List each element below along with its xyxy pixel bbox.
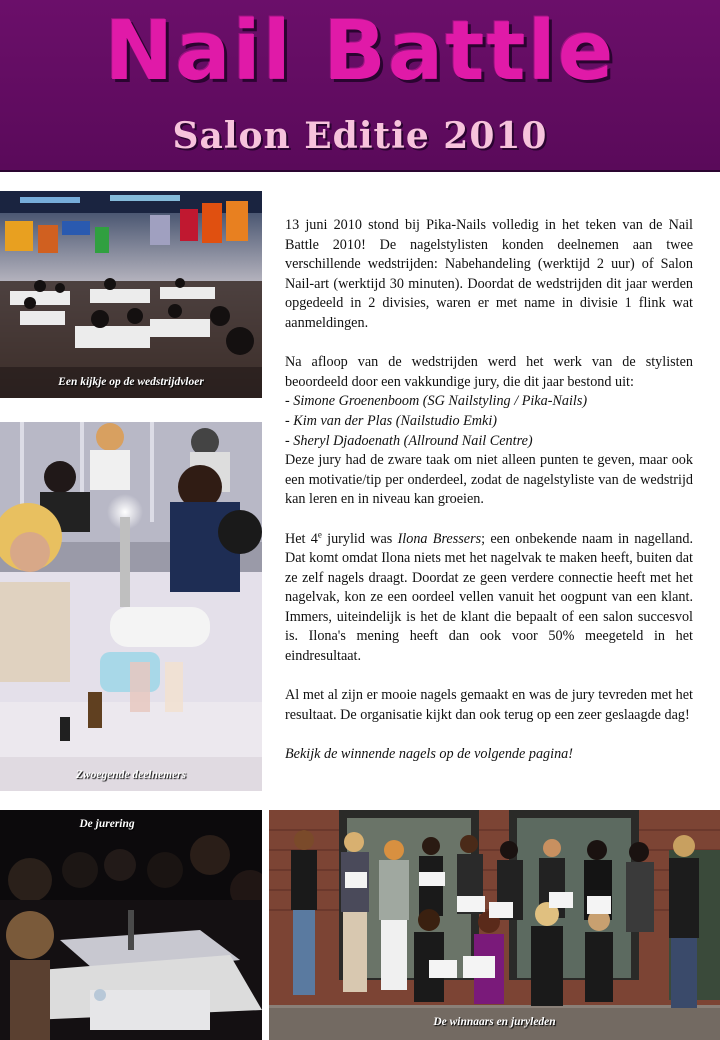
page-subtitle: Salon Editie 2010 xyxy=(172,115,548,157)
header-banner xyxy=(0,0,720,172)
article-paragraph-jury xyxy=(285,353,693,510)
jury-member-1: - Simone Groenenboom (SG Nailstyling / Pika-Nails) xyxy=(285,393,588,410)
working-participants-image xyxy=(0,422,262,791)
jury-outro: Deze jury had de zware taak om niet alleen punten te geven, maar ook een motivatie/tip per onderdeel, zodat de nagelstyliste van de wedstrijd kan leren en in niveau kan groeien. xyxy=(285,452,693,508)
caption-judging: De jurering xyxy=(79,818,135,830)
caption-winners: De winnaars en juryleden xyxy=(433,1016,556,1028)
caption-competition-floor: Een kijkje op de wedstrijdvloer xyxy=(58,376,204,388)
article-paragraph-conclusion: Al met al zijn er mooie nagels gemaakt en was de jury tevreden met het resultaat. De organisatie kijkt dan ook terug op een zeer geslaagde dag! xyxy=(285,687,693,723)
jury-intro: Na afloop van de wedstrijden werd het werk van de stylisten beoordeeld door een vakkundige jury, die dit jaar bestond uit: xyxy=(285,354,693,390)
jury-member-3: - Sheryl Djadoenath (Allround Nail Centre) xyxy=(285,432,533,449)
fourth-judge-mid: jurylid was xyxy=(321,530,398,547)
article-paragraph-fourth-judge xyxy=(285,530,693,667)
article-paragraph-intro: 13 juni 2010 stond bij Pika-Nails volledig in het teken van de Nail Battle 2010! De nagelstylisten konden deelnemen aan twee verschillende wedstrijden: Nabehandeling (werktijd 2 uur) of Salon Nail-art (werktijd 30 minuten). Doordat de wedstrijden dit jaar werden opgedeeld in 2 divisies, waren er met name in divisie 1 flink wat aanmeldingen. xyxy=(285,217,693,331)
page-title: Nail Battle xyxy=(104,4,616,99)
article-next-page-note: Bekijk de winnende nagels op de volgende pagina! xyxy=(285,746,573,763)
fourth-judge-pre: Het 4 xyxy=(285,530,318,547)
judging-image xyxy=(0,810,262,1040)
fourth-judge-name: Ilona Bressers xyxy=(397,530,482,547)
article-body xyxy=(285,216,693,784)
competition-floor-image xyxy=(0,191,262,398)
photo-competition-floor xyxy=(0,191,262,398)
winners-image xyxy=(269,810,720,1040)
fourth-judge-rest: ; een onbekende naam in nagelland. Dat komt omdat Ilona niets met het nagelvak te maken heeft, buiten dat ze zelf nagels draagt. Doordat ze geen verdere connectie heeft met het nagelvak, kon ze een oordeel vellen vanuit het oogpunt van een klant. Immers, uiteindelijk is het de klant die bepaalt of een salon succesvol is. Ilona's mening heeft dan ook voor 50% meegeteld in het eindresultaat. xyxy=(285,530,693,665)
fourth-judge-sup: e xyxy=(317,528,322,539)
photo-judging xyxy=(0,810,262,1040)
photo-working-participants xyxy=(0,422,262,791)
photo-winners xyxy=(269,810,720,1040)
caption-working-participants: Zwoegende deelnemers xyxy=(75,769,187,781)
jury-member-2: - Kim van der Plas (Nailstudio Emki) xyxy=(285,412,498,429)
